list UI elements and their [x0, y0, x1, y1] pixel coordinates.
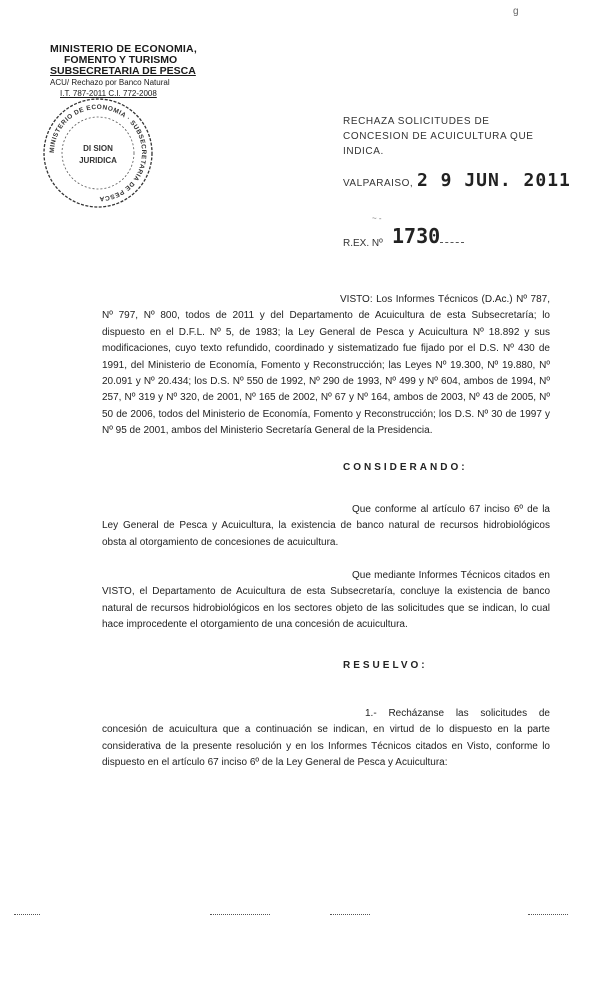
rex-label: R.EX. Nº [343, 238, 383, 249]
date-label: VALPARAISO, [343, 178, 414, 189]
considerando-text-2: Que mediante Informes Técnicos citados en VISTO, el Departamento de Acuicultura de esta Subsecretaría, concluye la existencia de banco natural de recursos hidrobiológicos en los sectores objeto de las solicitudes que se indican, lo cual hace improcedente el otorgamiento de una concesión de acuicultura. [102, 570, 550, 631]
considerando-paragraph-1 [102, 502, 550, 551]
letterhead [50, 44, 200, 99]
resolution-subject: RECHAZA SOLICITUDES DE CONCESION DE ACUICULTURA QUE INDICA. [343, 116, 534, 157]
considerando-heading: CONSIDERANDO: [343, 462, 468, 473]
resuelvo-paragraph-1 [102, 706, 550, 772]
visto-paragraph [102, 292, 550, 440]
date-stamp: 2 9 JUN. 2011 [417, 170, 571, 191]
subsecretaria-name: SUBSECRETARIA DE PESCA [50, 65, 196, 77]
page-mark: g [513, 6, 519, 17]
scan-artifact-right [528, 913, 568, 915]
rex-number: 1730 [392, 224, 441, 248]
stamp-inner-text: DI SION [83, 144, 113, 153]
rex-underline [440, 232, 464, 243]
resuelvo-text-1: 1.- Recházanse las solicitudes de concesión de acuicultura que a continuación se indican, en virtud de lo dispuesto en la parte considerativa de la presente resolución y en los Informes Técnicos citados en Visto, conforme lo dispuesto en el artículo 67 inciso 6º de la Ley General de Pesca y Acuicultura: [102, 708, 550, 769]
scan-artifact-left [14, 913, 40, 915]
official-stamp-seal [38, 93, 158, 213]
scan-artifact-mid [210, 913, 270, 915]
reference-code: I.T. 787-2011 C.I. 772-2008 [60, 89, 157, 98]
reference-line: ACU/ Rechazo por Banco Natural [50, 78, 170, 87]
stamp-inner-text-2: JURIDICA [79, 156, 117, 165]
considerando-text-1: Que conforme al artículo 67 inciso 6º de la Ley General de Pesca y Acuicultura, la existencia de banco natural de recursos hidrobiológicos obsta al otorgamiento de concesiones de acuicultura. [102, 504, 550, 548]
ministry-name-line2: FOMENTO Y TURISMO [64, 54, 178, 66]
considerando-paragraph-2 [102, 568, 550, 634]
visto-text: VISTO: Los Informes Técnicos (D.Ac.) Nº 787, Nº 797, Nº 800, todos de 2011 y del Departamento de Acuicultura de esta Subsecretaría; lo dispuesto en el D.F.L. Nº 5, de 1983; la Ley General de Pesca y Acuicultura Nº 18.892 y sus modificaciones, cuyo texto refundido, coordinado y sistematizado fue fijado por el D.S. Nº 430 de 1991, del Ministerio de Economía, Fomento y Reconstrucción; las Leyes Nº 19.300, Nº 19.880, Nº 20.091 y Nº 20.434; los D.S. Nº 550 de 1992, Nº 290 de 1993, Nº 499 y Nº 604, ambos de 1994, Nº 257, Nº 319 y Nº 320, de 2001, Nº 165 de 2002, Nº 67 y Nº 164, ambos de 2003, Nº 43 de 2005, Nº 50 de 2006, todos del Ministerio de Economía, Fomento y Reconstrucción; los D.S. Nº 30 de 1997 y Nº 95 de 2001, ambos del Ministerio Secretaría General de la Presidencia. [102, 294, 550, 437]
ministry-name: MINISTERIO DE ECONOMIA, [50, 43, 197, 55]
scan-artifact-mid2 [330, 913, 370, 915]
rex-mark: ~ - [372, 214, 382, 223]
resuelvo-heading: RESUELVO: [343, 660, 428, 671]
stamp-ring-text: MINISTERIO DE ECONOMIA · SUBSECRETARIA DE PESCA [48, 103, 148, 203]
